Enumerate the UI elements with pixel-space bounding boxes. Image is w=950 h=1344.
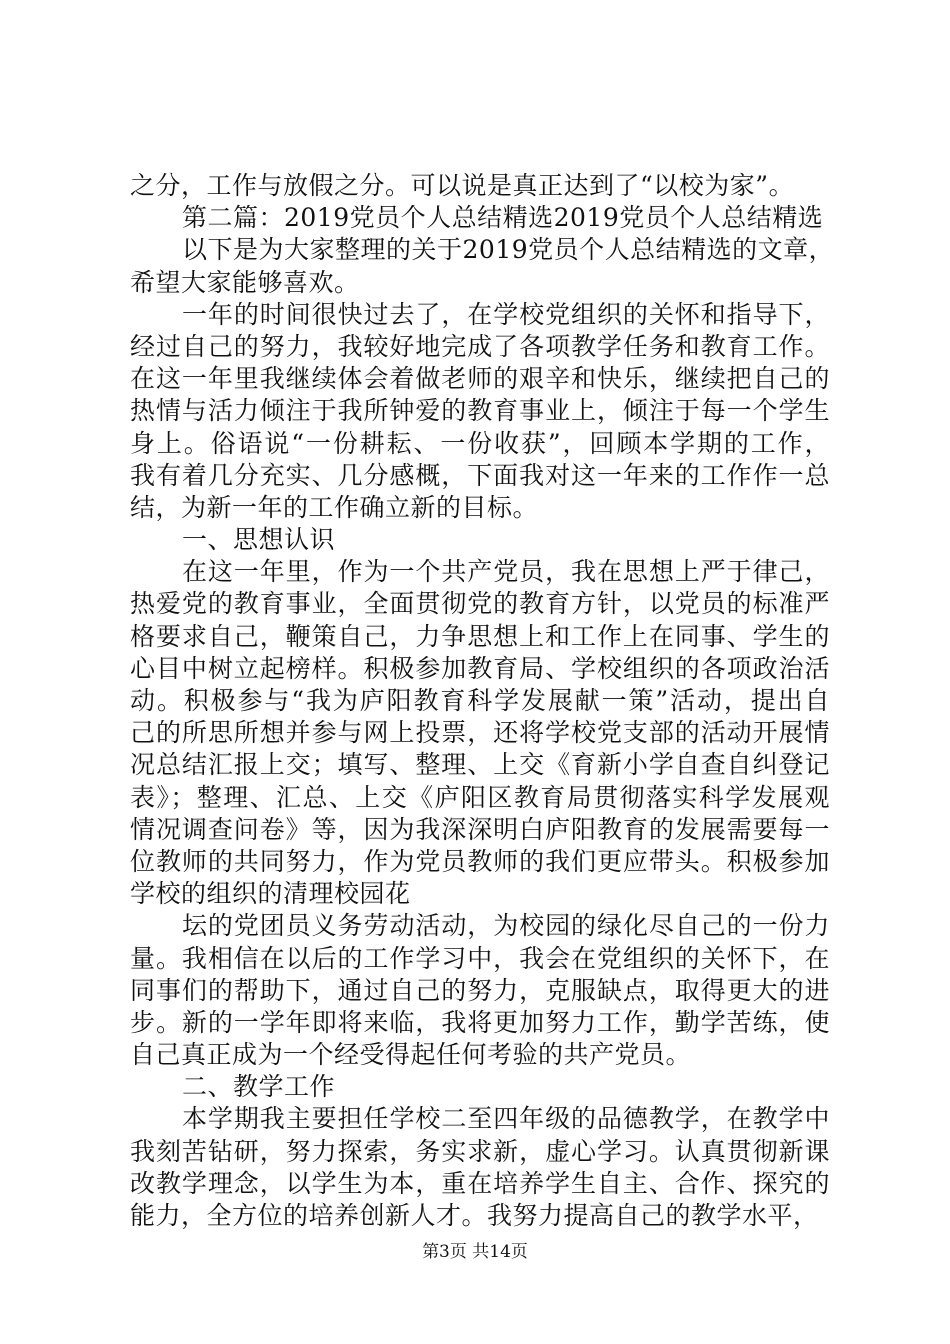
text-line: 量。我相信在以后的工作学习中，我会在党组织的关怀下，在: [130, 943, 830, 973]
paragraph: [130, 234, 835, 298]
text-line: 我刻苦钻研，努力探索，务实求新，虚心学习。认真贯彻新课: [130, 1136, 830, 1166]
text-line: 在这一年里我继续体会着做老师的艰辛和快乐，继续把自己的: [130, 364, 830, 394]
text-line: 之分，工作与放假之分。可以说是真正达到了“以校为家”。: [130, 171, 795, 200]
text-line: 一、思想认识: [182, 525, 336, 555]
text-line: 本学期我主要担任学校二至四年级的品德教学，在教学中: [182, 1104, 830, 1134]
text-line: 自己真正成为一个经受得起任何考验的共产党员。: [130, 1040, 692, 1070]
text-line: 动。积极参与“我为庐阳教育科学发展献一策”活动，提出自: [130, 686, 830, 715]
text-line: 身上。俗语说“一份耕耘、一份收获”，回顾本学期的工作，: [130, 428, 830, 458]
paragraph: [130, 1103, 830, 1232]
text-line: 希望大家能够喜欢。: [130, 267, 360, 297]
text-line: 同事们的帮助下，通过自己的努力，克服缺点，取得更大的进: [130, 975, 830, 1005]
paragraph: [130, 556, 830, 910]
text-line: 步。新的一学年即将来临，我将更加努力工作，勤学苦练，使: [130, 1007, 830, 1037]
text-line: 己的所思所想并参与网上投票，还将学校党支部的活动开展情: [130, 718, 830, 748]
text-line: 结，为新一年的工作确立新的目标。: [130, 492, 539, 522]
text-line: 改教学理念，以学生为本，重在培养学生自主、合作、探究的: [130, 1168, 830, 1198]
text-line: 在这一年里，作为一个共产党员，我在思想上严于律己，: [182, 557, 830, 587]
text-line: 第二篇：2019党员个人总结精选2019党员个人总结精选: [182, 203, 824, 233]
text-line: 热情与活力倾注于我所钟爱的教育事业上，倾注于每一个学生: [130, 396, 830, 426]
paragraph: [130, 910, 830, 1071]
text-line: 心目中树立起榜样。积极参加教育局、学校组织的各项政治活: [130, 653, 830, 683]
paragraph: [130, 170, 830, 202]
text-line: 学校的组织的清理校园花: [130, 879, 411, 909]
paragraph: [130, 299, 830, 524]
page-footer: 第3页 共14页: [422, 1242, 528, 1262]
text-line: 位教师的共同努力，作为党员教师的我们更应带头。积极参加: [130, 846, 830, 876]
text-line: 二、教学工作: [182, 1072, 336, 1102]
text-line: 况总结汇报上交；填写、整理、上交《育新小学自查自纠登记: [130, 750, 830, 780]
paragraph: [130, 1071, 830, 1103]
text-line: 热爱党的教育事业，全面贯彻党的教育方针，以党员的标准严: [130, 589, 830, 619]
paragraph: [130, 202, 830, 234]
text-line: 以下是为大家整理的关于2019党员个人总结精选的文章，: [182, 235, 835, 265]
text-line: 能力，全方位的培养创新人才。我努力提高自己的教学水平，: [130, 1201, 819, 1230]
document-body: [130, 170, 835, 1232]
text-line: 格要求自己，鞭策自己，力争思想上和工作上在同事、学生的: [130, 621, 830, 651]
text-line: 坛的党团员义务劳动活动，为校园的绿化尽自己的一份力: [182, 911, 830, 941]
text-line: 情况调查问卷》等，因为我深深明白庐阳教育的发展需要每一: [130, 814, 830, 844]
paragraph: [130, 524, 830, 556]
text-line: 表》；整理、汇总、上交《庐阳区教育局贯彻落实科学发展观: [130, 782, 830, 812]
text-line: 我有着几分充实、几分感概，下面我对这一年来的工作作一总: [130, 460, 830, 490]
text-line: 一年的时间很快过去了，在学校党组织的关怀和指导下，: [182, 299, 830, 329]
text-line: 经过自己的努力，我较好地完成了各项教学任务和教育工作。: [130, 331, 830, 361]
